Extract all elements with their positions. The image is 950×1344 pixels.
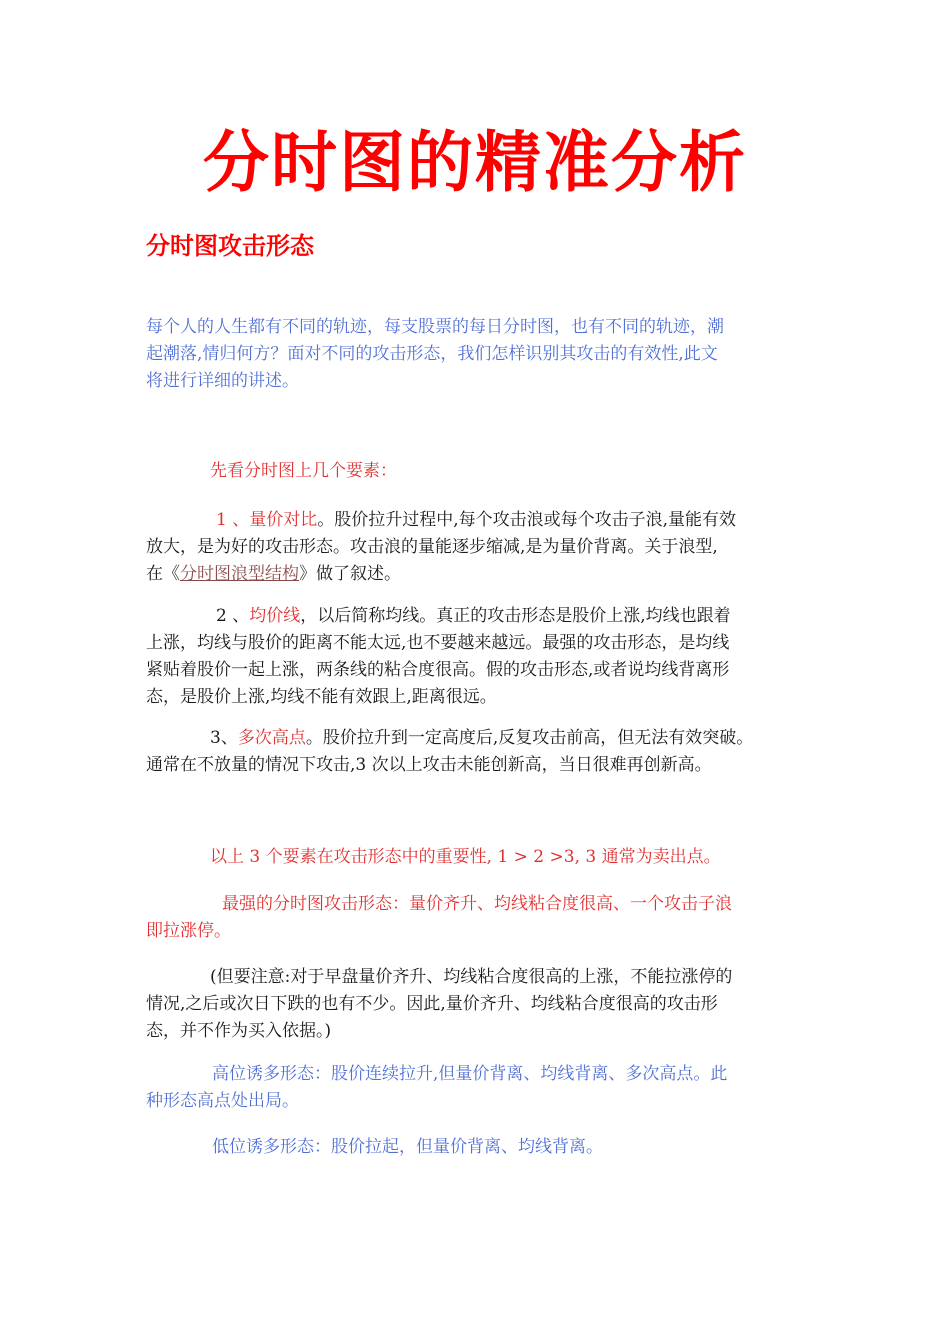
high-trap-line-2: 种形态高点处出局。: [146, 1091, 299, 1111]
item-2-line-2: 上涨，均线与股价的距离不能太远,也不要越来越远。最强的攻击形态，是均线: [146, 633, 730, 653]
intro-line-3: 将进行详细的讲述。: [146, 371, 299, 391]
item-2-line-4: 态，是股价上涨,均线不能有效跟上,距离很远。: [146, 687, 497, 707]
note-paragraph: [146, 964, 814, 1045]
elements-intro: 先看分时图上几个要素：: [210, 461, 397, 481]
low-trap-paragraph: 低位诱多形态：股价拉起，但量价背离、均线背离。: [212, 1137, 603, 1157]
item-2-line-1: ，以后简称均线。真正的攻击形态是股价上涨,均线也跟着: [300, 606, 731, 626]
item-3-line-2: 通常在不放量的情况下攻击,3 次以上攻击未能创新高，当日很难再创新高。: [146, 755, 712, 775]
item-2-line-3: 紧贴着股价一起上涨，两条线的粘合度很高。假的攻击形态,或者说均线背离形: [146, 660, 730, 680]
strongest-form-paragraph: [146, 891, 814, 945]
item-1-paragraph: [146, 507, 814, 588]
item-3-line-1: 。股价拉升到一定高度后,反复攻击前高，但无法有效突破。: [305, 728, 754, 748]
note-line-3: 态，并不作为买入依据。): [146, 1021, 332, 1041]
item-1-line-3-post: 》做了叙述。: [299, 564, 401, 584]
item-2-keyword: 均价线: [249, 606, 301, 626]
note-line-2: 情况,之后或次日下跌的也有不少。因此,量价齐升、均线粘合度很高的攻击形: [146, 994, 718, 1014]
intro-line-2: 起潮落,情归何方？面对不同的攻击形态，我们怎样识别其攻击的有效性,此文: [146, 344, 718, 364]
strongest-line-1: 最强的分时图攻击形态：量价齐升、均线粘合度很高、一个攻击子浪: [222, 894, 732, 914]
item-2-paragraph: [146, 603, 814, 711]
wave-structure-link[interactable]: 分时图浪型结构: [180, 564, 299, 584]
document-title: 分时图的精准分析: [203, 124, 747, 201]
section-heading: 分时图攻击形态: [146, 232, 314, 260]
intro-line-1: 每个人的人生都有不同的轨迹，每支股票的每日分时图，也有不同的轨迹，潮: [146, 317, 724, 337]
high-trap-line-1: 高位诱多形态：股价连续拉升,但量价背离、均线背离、多次高点。此: [212, 1064, 728, 1084]
intro-paragraph: [146, 314, 814, 395]
item-3-number: 3、: [210, 728, 238, 748]
item-2-number: 2 、: [216, 606, 250, 626]
item-3-keyword: 多次高点: [237, 728, 306, 748]
item-3-paragraph: [146, 725, 836, 779]
high-trap-paragraph: [146, 1061, 814, 1115]
importance-paragraph: 以上 3 个要素在攻击形态中的重要性, 1 > 2 >3, 3 通常为卖出点。: [210, 847, 721, 867]
item-1-line-1: 。股价拉升过程中,每个攻击浪或每个攻击子浪,量能有效: [317, 510, 737, 530]
strongest-line-2: 即拉涨停。: [146, 921, 231, 941]
note-line-1: (但要注意:对于早盘量价齐升、均线粘合度很高的上涨，不能拉涨停的: [210, 967, 733, 987]
item-1-line-2: 放大，是为好的攻击形态。攻击浪的量能逐步缩减,是为量价背离。关于浪型,: [146, 537, 718, 557]
item-1-line-3-pre: 在《: [146, 564, 180, 584]
item-1-keyword: 1 、量价对比: [216, 510, 318, 530]
